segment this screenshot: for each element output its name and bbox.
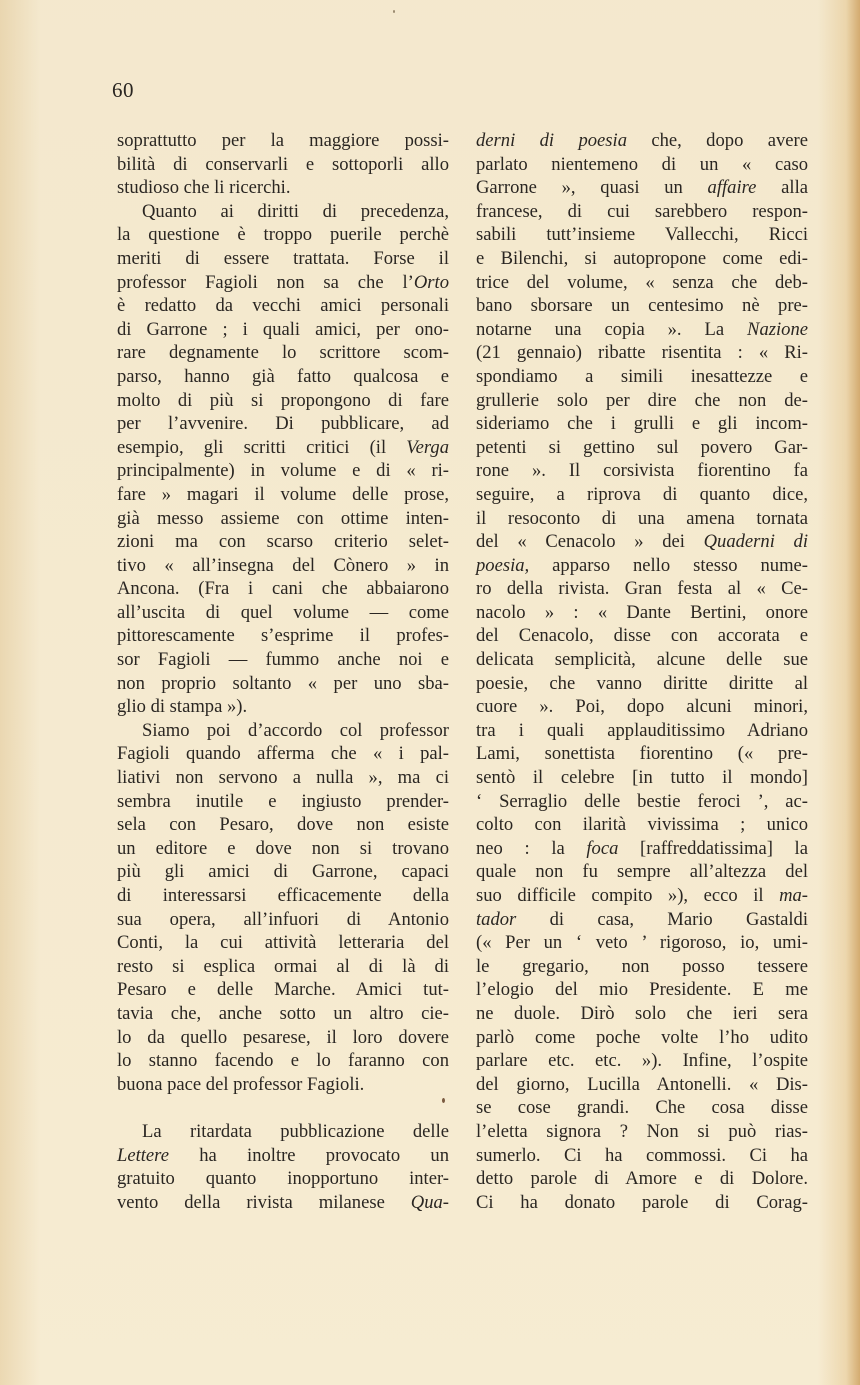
line-text: studioso che li ricerchi. [117,177,291,199]
text-line [476,624,808,648]
line-text: soprattutto per la maggiore possi- [117,130,449,151]
line-text: professor Fagioli non sa che l’ [117,271,414,293]
line-text: Siamo poi d’accordo col professor [142,719,449,741]
text-line [117,530,449,554]
text-line [117,931,449,955]
text-line [117,884,449,908]
left-text-column [117,129,449,1214]
text-line [476,389,808,413]
text-line [476,1026,808,1050]
line-text: parlato nientemeno di un « caso [476,153,808,175]
text-line [117,247,449,271]
text-line [476,1120,808,1144]
line-text: per l’avvenire. Di pubblicare, ad [117,413,449,435]
text-line [117,766,449,790]
text-line [476,1144,808,1168]
text-line [117,1002,449,1026]
line-text: Pesaro e delle Marche. Amici tut- [117,979,449,1001]
line-text: (« Per un ‘ veto ’ rigoroso, io, umi- [476,932,808,954]
paper-speck [393,10,395,13]
text-line [476,695,808,719]
text-line [476,1167,808,1191]
text-line [476,837,808,861]
line-text: ‘ Serraglio delle bestie feroci ’, ac- [476,790,808,812]
text-line [476,176,808,200]
italic-title: Quaderni di [703,531,808,553]
text-line [476,978,808,1002]
text-line [476,436,808,460]
line-text: l’eletta signora ? Non si può rias- [476,1120,808,1142]
line-text: Ci ha donato parole di Corag- [476,1191,808,1213]
line-text: tavia che, anche sotto un altro cie- [117,1002,449,1024]
line-text: parso, hanno già fatto qualcosa e [117,365,449,387]
text-line [117,978,449,1002]
line-text: di casa, Mario Gastaldi [516,908,808,930]
text-line [476,554,808,578]
line-text: esempio, gli scritti critici (il [117,436,407,458]
italic-word: foca [586,837,619,859]
italic-word: affaire [707,177,757,199]
line-text: è redatto da vecchi amici personali [117,295,449,317]
text-line [476,153,808,177]
line-text: ne duole. Dirò solo che ieri sera [476,1002,808,1024]
line-text: suo difficile compito »), ecco il [476,885,780,906]
text-line [476,507,808,531]
line-text: se cose grandi. Che cosa disse [476,1097,808,1119]
line-text: poesie, che vanno diritte diritte al [476,672,808,694]
line-text: Lami, sonettista fiorentino (« pre- [476,743,808,765]
line-text: detto parole di Amore e di Dolore. [476,1168,808,1190]
line-text: buona pace del professor Fagioli. [117,1073,365,1095]
text-line [117,459,449,483]
line-text: già messo assieme con ottime inten- [117,507,449,529]
line-text: spondiamo a simili inesattezze e [476,365,808,387]
text-line [476,908,808,932]
text-line [117,294,449,318]
text-line [476,813,808,837]
text-line [117,1191,449,1215]
text-line [117,1073,449,1097]
line-text: le gregario, non posso tessere [476,955,808,977]
page-number: 60 [112,78,134,102]
line-text: Ancona. (Fra i cani che abbaiarono [117,578,449,600]
text-line [476,955,808,979]
line-text: notarne una copia ». La [476,318,748,340]
line-text: un editore e dove non si trovano [117,837,449,859]
line-text: seguire, a riprova di quanto dice, [476,483,808,505]
text-line [117,483,449,507]
line-text: parlare etc. etc. »). Infine, l’ospite [476,1050,808,1072]
text-line [476,742,808,766]
line-text: Conti, la cui attività letteraria del [117,932,449,954]
line-text: del « Cenacolo » dei [476,531,704,553]
line-text: trice del volume, « senza che deb- [476,271,808,293]
line-text: che, dopo avere [627,130,808,151]
text-line [117,695,449,719]
text-line [117,271,449,295]
italic-title: derni di poesia [476,130,627,151]
line-text: il resoconto di una amena tornata [476,507,808,529]
line-text: liativi non servono a nulla », ma ci [117,767,449,789]
line-text: resto si esplica ormai al di là di [117,955,449,977]
italic-title: ma- [779,885,808,906]
text-line [117,341,449,365]
text-line [117,908,449,932]
line-text: Fagioli quando afferma che « i pal- [117,743,449,765]
right-text-column [476,129,808,1214]
text-line [117,624,449,648]
text-line [476,459,808,483]
line-text: petenti si gettino sul povero Gar- [476,436,808,458]
line-text: zioni ma con scarso criterio selet- [117,531,449,553]
text-line [117,129,449,153]
text-line [476,483,808,507]
line-text: gratuito quanto inopportuno inter- [117,1168,449,1190]
line-text: ha inoltre provocato un [168,1144,449,1166]
line-text: delicata semplicità, alcune delle sue [476,649,808,671]
line-text: tra i quali applauditissimo Adriano [476,719,808,741]
line-text: quale non fu sempre all’altezza del [476,861,808,883]
text-line [117,1144,449,1168]
text-line [476,200,808,224]
text-line [476,294,808,318]
italic-title: Lettere [117,1144,169,1166]
text-line [117,1049,449,1073]
text-line [476,601,808,625]
line-text: del giorno, Lucilla Antonelli. « Dis- [476,1073,808,1095]
line-text: La ritardata pubblicazione delle [142,1120,449,1142]
line-text: ro della rivista. Gran festa al « Ce- [476,578,808,600]
text-line [476,341,808,365]
text-line [117,672,449,696]
line-text: [raffreddatissima] la [618,837,808,859]
line-text: francese, di cui sarebbero respon- [476,200,808,222]
line-text: grullerie solo per dire che non de- [476,389,808,411]
text-line [117,742,449,766]
line-text: non proprio soltanto « per uno sba- [117,672,449,694]
line-text: Garrone », quasi un [476,177,708,199]
line-text: Quanto ai diritti di precedenza, [142,200,449,222]
text-line [476,719,808,743]
text-line [476,129,808,153]
text-line [476,1096,808,1120]
text-line [476,577,808,601]
text-line [476,1073,808,1097]
text-line [117,1120,449,1144]
line-text: di interessarsi efficacemente della [117,885,449,906]
text-line [117,223,449,247]
text-line [117,860,449,884]
line-text: meriti di essere trattata. Forse il [117,247,449,269]
text-line [476,365,808,389]
text-line [476,931,808,955]
line-text: sua opera, all’infuori di Antonio [117,908,449,930]
text-line [117,412,449,436]
line-text: pittorescamente s’esprime il profes- [117,625,449,647]
italic-title: poesia, [476,554,530,576]
text-line [476,884,808,908]
italic-title: Nazione [747,318,808,340]
text-line [117,365,449,389]
text-line [476,1002,808,1026]
text-line [117,577,449,601]
line-text: molto di più si propongono di fare [117,389,449,411]
text-line [117,1026,449,1050]
line-text: di Garrone ; i quali amici, per ono- [117,318,449,340]
line-text: lo da quello pesarese, il loro dovere [117,1026,449,1048]
italic-title: Verga [406,436,449,458]
text-line [117,200,449,224]
line-text: rare degnamente lo scrittore scom- [117,342,449,364]
text-line [117,507,449,531]
line-text: apparso nello stesso nume- [529,554,808,576]
ink-speck [442,1098,445,1103]
italic-title: Orto [413,271,449,293]
line-text: tivo « all’insegna del Cònero » in [117,554,449,576]
line-text: la questione è troppo puerile perchè [117,224,449,246]
line-text: glio di stampa »). [117,696,248,718]
line-text: sideriamo che i grulli e gli incom- [476,413,808,435]
text-line [117,648,449,672]
text-line [476,223,808,247]
line-text: cuore ». Poi, dopo alcuni minori, [476,696,808,718]
line-text: vento della rivista milanese [117,1191,411,1213]
text-line [117,554,449,578]
line-text: e Bilenchi, si autopropone come edi- [476,247,808,269]
line-text: sela con Pesaro, dove non esiste [117,814,449,836]
text-line [476,648,808,672]
line-text: (21 gennaio) ribatte risentita : « Ri- [476,342,808,364]
line-text: sentò il celebre [in tutto il mondo] [476,767,808,789]
text-line [117,813,449,837]
line-text: principalmente) in volume e di « ri- [117,460,449,482]
line-text: sembra inutile e ingiusto prender- [117,790,449,812]
line-text: all’uscita di quel volume — come [117,601,449,623]
line-text: colto con ilarità vivissima ; unico [476,814,808,836]
line-text: parlò come poche volte l’ho udito [476,1026,808,1048]
text-line [476,790,808,814]
text-line [117,837,449,861]
line-text: alla [756,177,808,199]
italic-title: tador [476,908,517,930]
text-line [476,412,808,436]
line-text: nacolo » : « Dante Bertini, onore [476,601,808,623]
text-line [117,389,449,413]
line-text: bilità di conservarli e sottoporli allo [117,153,449,175]
text-line [117,318,449,342]
line-text: fare » magari il volume delle prose, [117,483,449,505]
text-line [476,530,808,554]
text-line [476,860,808,884]
text-line [117,601,449,625]
line-text: lo stanno facendo e lo faranno con [117,1050,449,1072]
text-line [476,1049,808,1073]
text-line [476,318,808,342]
line-text: neo : la [476,837,587,859]
line-text: rone ». Il corsivista fiorentino fa [476,460,808,482]
text-line [117,153,449,177]
text-line [476,271,808,295]
text-line [117,790,449,814]
line-text: bano sborsare un centesimo nè pre- [476,295,808,317]
text-line [476,1191,808,1215]
text-line [117,436,449,460]
italic-title: Qua- [410,1191,449,1213]
text-line [476,247,808,271]
text-line [117,719,449,743]
text-line [117,955,449,979]
line-text: l’elogio del mio Presidente. E me [476,979,808,1001]
line-text: sabili tutt’insieme Vallecchi, Ricci [476,224,808,246]
text-line [476,766,808,790]
line-text: sumerlo. Ci ha commossi. Ci ha [476,1144,808,1166]
text-line [117,1167,449,1191]
text-line [117,176,449,200]
line-text: più gli amici di Garrone, capaci [117,861,449,883]
line-text: del Cenacolo, disse con accorata e [476,625,808,647]
text-line [476,672,808,696]
line-text: sor Fagioli — fummo anche noi e [117,649,449,671]
